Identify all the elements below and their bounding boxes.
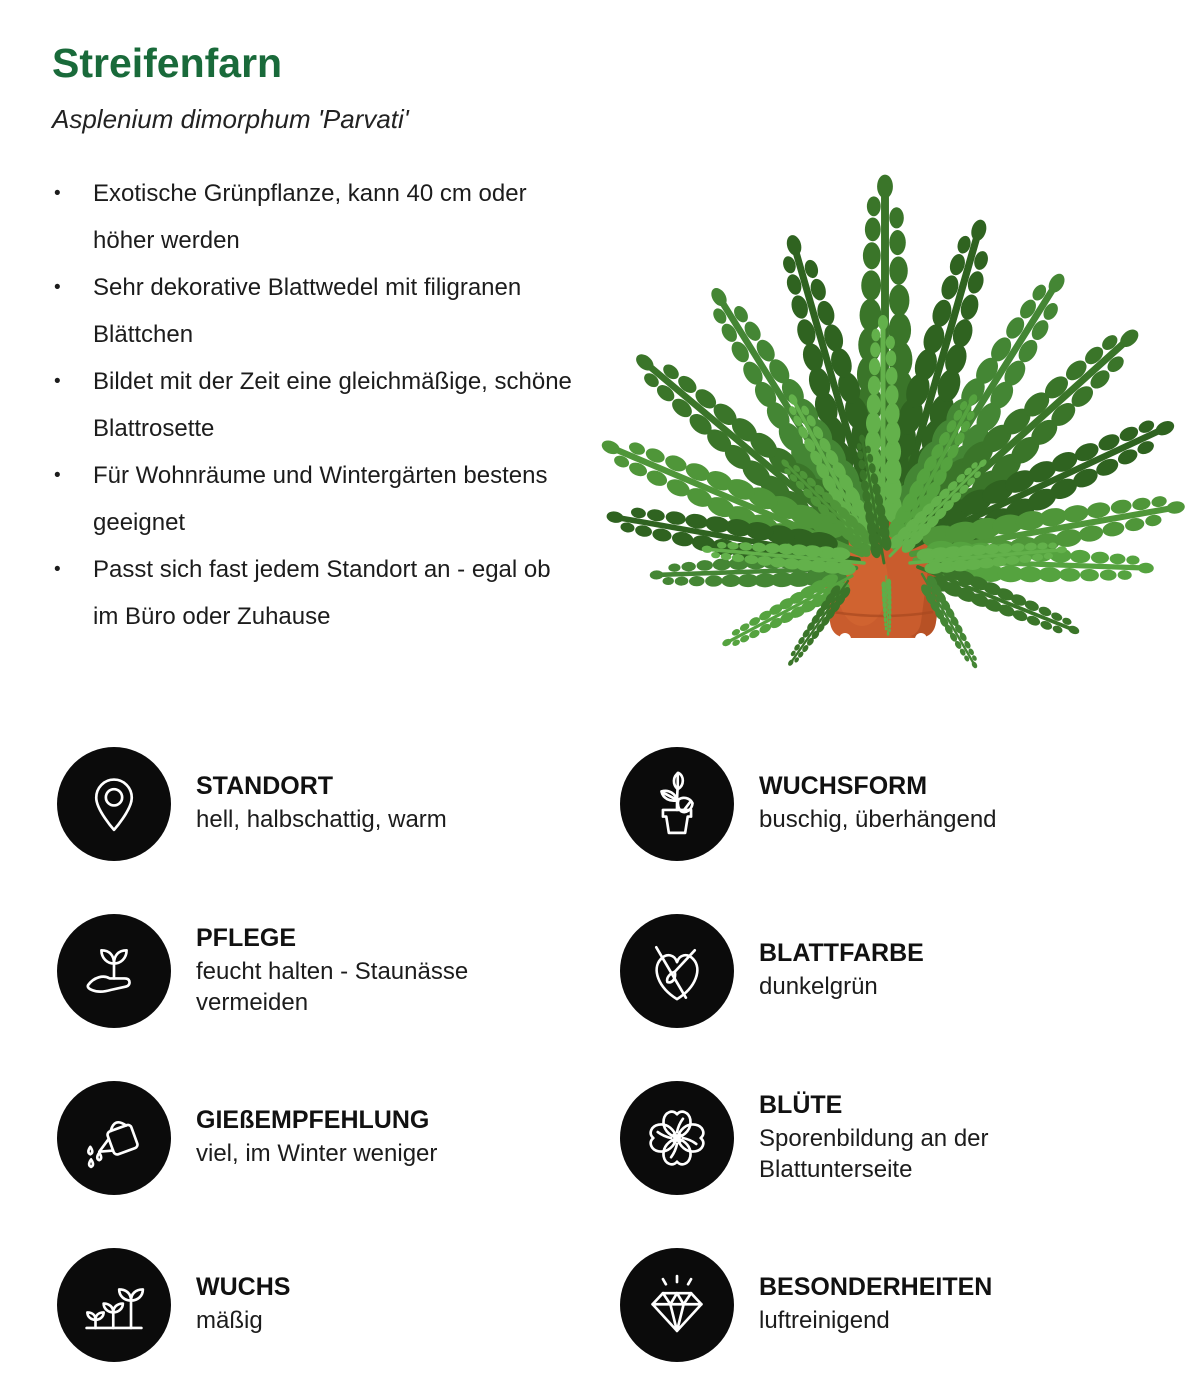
attribute-value: hell, halbschattig, warm: [196, 806, 447, 833]
attribute-bluete: [620, 1054, 1167, 1221]
feature-item: • Für Wohnräume und Wintergärten bestens geeignet: [52, 452, 572, 546]
attribute-besonderheiten: [620, 1221, 1167, 1388]
attribute-label: PFLEGE: [196, 923, 297, 952]
attribute-value: viel, im Winter weniger: [196, 1140, 438, 1167]
fern-in-pot-illustration: [600, 148, 1196, 670]
feature-list: [52, 170, 572, 640]
botanical-name: Asplenium dimorphum 'Parvati': [52, 104, 409, 134]
care-attributes-grid: [57, 720, 1167, 1388]
attribute-label: WUCHSFORM: [759, 772, 928, 800]
attribute-label: GIEßEMPFEHLUNG: [196, 1106, 430, 1134]
sprouts-growth-icon: [77, 1268, 151, 1342]
diamond-icon: [640, 1268, 714, 1342]
attribute-giessempfehlung: [57, 1054, 620, 1221]
attribute-label: BESONDERHEITEN: [759, 1273, 993, 1301]
page-title: Streifenfarn: [52, 40, 283, 86]
attribute-standort: [57, 720, 620, 887]
attribute-pflege: [57, 887, 620, 1054]
feature-item: • Sehr dekorative Blattwedel mit filigranen Blättchen: [52, 264, 572, 358]
attribute-value: mäßig: [196, 1307, 263, 1334]
watering-can-icon: [77, 1101, 151, 1175]
attribute-label: BLATTFARBE: [759, 939, 924, 967]
feature-item: • Bildet mit der Zeit eine gleichmäßige, schöne Blattrosette: [52, 358, 572, 452]
attribute-label: WUCHS: [196, 1273, 291, 1301]
attribute-blattfarbe: [620, 887, 1167, 1054]
attribute-label: BLÜTE: [759, 1090, 843, 1119]
feature-item: • Exotische Grünpflanze, kann 40 cm oder höher werden: [52, 170, 572, 264]
hand-seedling-icon: [77, 934, 151, 1008]
attribute-value: feucht halten - Staunässe vermeiden: [196, 957, 469, 1016]
attribute-label: STANDORT: [196, 772, 334, 800]
plant-photo: [600, 148, 1196, 670]
attribute-value: Sporenbildung an der Blattunterseite: [759, 1124, 989, 1183]
potted-plant-icon: [640, 767, 714, 841]
location-pin-icon: [77, 767, 151, 841]
flower-icon: [640, 1101, 714, 1175]
attribute-wuchs: [57, 1221, 620, 1388]
feature-item: • Passt sich fast jedem Standort an - egal ob im Büro oder Zuhause: [52, 546, 572, 640]
leaf-paintbrush-icon: [640, 934, 714, 1008]
attribute-value: luftreinigend: [759, 1307, 890, 1334]
attribute-value: dunkelgrün: [759, 973, 878, 1000]
attribute-wuchsform: [620, 720, 1167, 887]
attribute-value: buschig, überhängend: [759, 806, 997, 833]
